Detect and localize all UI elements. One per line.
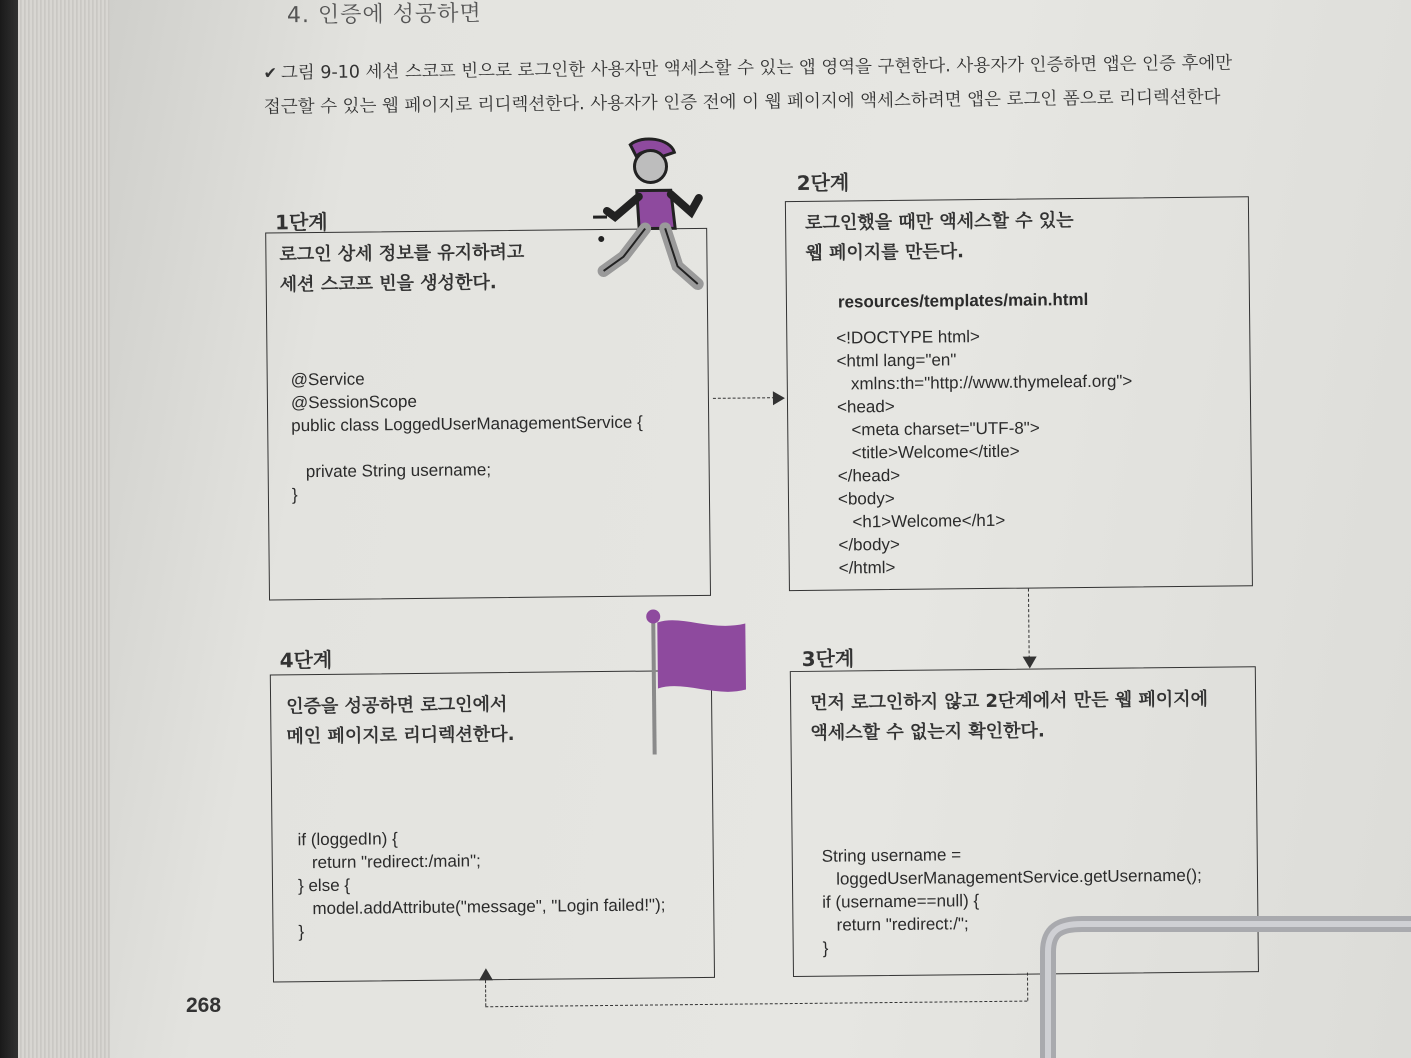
step3-description: [810, 685, 1208, 749]
step4-description: [286, 690, 515, 752]
step2-code: <!DOCTYPE html> <html lang="en" xmlns:th="http://www.thymeleaf.org"> <head> <meta charset="UTF-8"> <title>Welcome</title> </head> <body> <h1>Welcome</h1> </body> </html>: [836, 327, 1133, 578]
section-heading: 4. 인증에 성공하면: [286, 1, 482, 29]
step3-desc-line2: 액세스할 수 없는지 확인한다.: [810, 720, 1045, 744]
caption-text: 그림 9-10 세션 스코프 빈으로 로그인한 사용자만 액세스할 수 있는 앱 영역을 구현한다. 사용자가 인증하면 앱은 인증 후에만 접근할 수 있는 웹 페이지로 리디렉션한다. 사용자가 인증 전에 이 웹 페이지에 액세스하려면 앱은 로그인 폼으로 리디렉션한다: [263, 53, 1233, 118]
caption-marker-icon: ✔: [263, 63, 278, 83]
arrow-step3-to-step4-up: [485, 980, 486, 1006]
step2-description: [805, 206, 1074, 269]
arrow-step1-to-step2-head: [773, 391, 785, 405]
arrow-step3-to-step4-bottom: [485, 1001, 1027, 1008]
step3-label: 3단계: [801, 646, 855, 671]
figure-caption: [263, 46, 1254, 124]
step1-desc-line1: 로그인 상세 정보를 유지하려고: [279, 241, 525, 266]
book-stand-clip: [1030, 912, 1411, 1058]
step4-desc-line1: 인증을 성공하면 로그인에서: [286, 694, 508, 718]
step2-label: 2단계: [796, 170, 850, 195]
arrow-step2-to-step3-head: [1023, 656, 1037, 668]
step2-file-path: resources/templates/main.html: [837, 289, 1089, 312]
flag-icon: [641, 605, 753, 756]
arrow-step1-to-step2: [713, 397, 775, 399]
step2-desc-line2: 웹 페이지를 만든다.: [805, 241, 965, 264]
arrow-step3-to-step4-head: [479, 968, 493, 980]
step3-code: String username = loggedUserManagementService.getUsername(); if (username==null) { return "redirect:/"; }: [821, 845, 1202, 958]
step1-code: @Service @SessionScope public class LoggedUserManagementService { private String username; }: [290, 369, 643, 505]
step3-desc-line1: 먼저 로그인하지 않고 2단계에서 만든 웹 페이지에: [810, 688, 1209, 714]
step1-label: 1단계: [274, 209, 328, 235]
arrow-step3-to-step4-down: [1027, 973, 1028, 1001]
page-number: 268: [186, 994, 222, 1017]
step1-description: [279, 238, 524, 301]
step1-desc-line2: 세션 스코프 빈을 생성한다.: [279, 272, 497, 296]
step4-code: if (loggedIn) { return "redirect:/main"; } else { model.addAttribute("message", "Login failed!"); }: [297, 829, 666, 942]
running-person-icon: [592, 136, 706, 297]
arrow-step2-to-step3: [1028, 589, 1030, 659]
step4-label: 4단계: [279, 647, 333, 673]
step2-desc-line1: 로그인했을 때만 액세스할 수 있는: [804, 210, 1074, 234]
step4-desc-line2: 메인 페이지로 리디렉션한다.: [286, 723, 515, 748]
